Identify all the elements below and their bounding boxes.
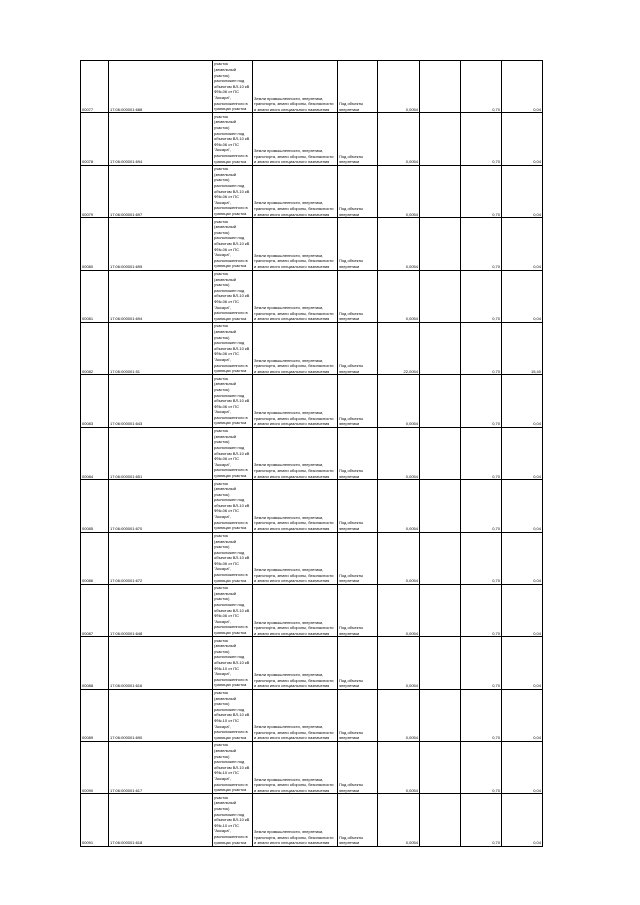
tax-value: 0,04 — [502, 480, 543, 532]
tax-value: 0,04 — [502, 794, 543, 846]
area-value: 22,0054 — [378, 322, 420, 374]
rate-value: 0,70 — [461, 637, 502, 689]
parcel-description-text: участок (земельный участок) расположен под объектом ВЛ-10 кВ Ф№-10 от ПС "Аксара", расположенного в границах участка — [214, 690, 250, 740]
table-row — [81, 165, 543, 217]
table-row — [81, 113, 543, 165]
table-row — [81, 480, 543, 532]
permitted-use: Под объекты энергетики — [338, 794, 378, 846]
parcel-description-text: участок (земельный участок) расположен под объектом ВЛ-10 кВ Ф№-06 от ПС "Аксара", расположенного в границах участка — [214, 585, 250, 636]
parcel-description-text: участок (земельный участок) расположен под объектом ВЛ-10 кВ Ф№-06 от ПС "Аксара", расположенного в границах участка — [214, 113, 250, 164]
row-id: 00079 — [81, 165, 109, 217]
tax-value: 0,04 — [502, 584, 543, 636]
land-category: Земли промышленности, энергетики, транспорта, земли обороны, безопасности и земли иного специального назначения — [253, 532, 338, 584]
area-value: 0,0054 — [378, 270, 420, 322]
parcel-description — [213, 637, 253, 689]
parcel-description — [213, 584, 253, 636]
area-value: 0,0054 — [378, 165, 420, 217]
row-id: 00078 — [81, 113, 109, 165]
land-category: Земли промышленности, энергетики, транспорта, земли обороны, безопасности и земли иного специального назначения — [253, 113, 338, 165]
area-value: 0,0054 — [378, 794, 420, 846]
area-value: 0,0054 — [378, 427, 420, 479]
tax-value: 0,04 — [502, 637, 543, 689]
rate-value: 0,70 — [461, 165, 502, 217]
rate-value: 0,70 — [461, 375, 502, 427]
table-row — [81, 427, 543, 479]
row-id: 00083 — [81, 375, 109, 427]
parcel-description — [213, 427, 253, 479]
empty-cell — [420, 375, 461, 427]
tax-value: 0,04 — [502, 270, 543, 322]
empty-cell — [420, 794, 461, 846]
empty-cell — [420, 113, 461, 165]
parcel-description — [213, 480, 253, 532]
row-id: 00085 — [81, 480, 109, 532]
table-row — [81, 794, 543, 846]
parcel-description-text: участок (земельный участок) расположен под объектом ВЛ-10 кВ Ф№-06 от ПС "Аксара", расположенного в границах участка — [214, 218, 250, 269]
permitted-use: Под объекты энергетики — [338, 322, 378, 374]
row-id: 00091 — [81, 794, 109, 846]
row-id: 00082 — [81, 322, 109, 374]
empty-cell — [420, 637, 461, 689]
parcel-description-text: участок (земельный участок) расположен под объектом ВЛ-10 кВ Ф№-06 от ПС "Аксара", расположенного в границах участка — [214, 375, 250, 426]
permitted-use: Под объекты энергетики — [338, 742, 378, 794]
permitted-use: Под объекты энергетики — [338, 270, 378, 322]
parcel-description-text: участок (земельный участок) расположен под объектом ВЛ-10 кВ Ф№-06 от ПС "Аксара", расположенного в границах участка — [214, 61, 250, 112]
rate-value: 0,70 — [461, 61, 502, 113]
parcel-description — [213, 113, 253, 165]
tax-value: 0,04 — [502, 218, 543, 270]
cadastral-number: 17:06:000001:51 — [109, 322, 213, 374]
land-category: Земли промышленности, энергетики, транспорта, земли обороны, безопасности и земли иного специального назначения — [253, 584, 338, 636]
cadastral-number: 17:06:000001:694 — [109, 270, 213, 322]
tax-value: 0,04 — [502, 742, 543, 794]
rate-value: 0,70 — [461, 794, 502, 846]
cadastral-number: 17:06:000001:672 — [109, 532, 213, 584]
parcel-description — [213, 322, 253, 374]
rate-value: 0,70 — [461, 584, 502, 636]
empty-cell — [420, 742, 461, 794]
permitted-use: Под объекты энергетики — [338, 113, 378, 165]
cadastral-number: 17:06:000001:695 — [109, 218, 213, 270]
row-id: 00080 — [81, 218, 109, 270]
row-id: 00088 — [81, 637, 109, 689]
permitted-use: Под объекты энергетики — [338, 165, 378, 217]
empty-cell — [420, 218, 461, 270]
rate-value: 0,70 — [461, 113, 502, 165]
cadastral-number: 17:06:000001:697 — [109, 165, 213, 217]
tax-value: 15,40 — [502, 322, 543, 374]
rate-value: 0,70 — [461, 322, 502, 374]
parcel-description — [213, 270, 253, 322]
permitted-use: Под объекты энергетики — [338, 480, 378, 532]
tax-value: 0,04 — [502, 375, 543, 427]
parcel-description — [213, 165, 253, 217]
parcel-table — [80, 60, 543, 847]
cadastral-number: 17:06:000001:694 — [109, 113, 213, 165]
rate-value: 0,70 — [461, 532, 502, 584]
row-id: 00089 — [81, 689, 109, 741]
parcel-description-text: участок (земельный участок) расположен под объектом ВЛ-10 кВ Ф№-10 от ПС "Аксара", расположенного в границах участка — [214, 794, 250, 845]
area-value: 0,0054 — [378, 532, 420, 584]
empty-cell — [420, 165, 461, 217]
parcel-description — [213, 689, 253, 741]
permitted-use: Под объекты энергетики — [338, 532, 378, 584]
land-category: Земли промышленности, энергетики, транспорта, земли обороны, безопасности и земли иного специального назначения — [253, 322, 338, 374]
parcel-description — [213, 61, 253, 113]
empty-cell — [420, 689, 461, 741]
land-category: Земли промышленности, энергетики, транспорта, земли обороны, безопасности и земли иного специального назначения — [253, 427, 338, 479]
rate-value: 0,70 — [461, 742, 502, 794]
area-value: 0,0054 — [378, 61, 420, 113]
area-value: 0,0054 — [378, 218, 420, 270]
table-row — [81, 270, 543, 322]
land-category: Земли промышленности, энергетики, транспорта, земли обороны, безопасности и земли иного специального назначения — [253, 165, 338, 217]
table-row — [81, 218, 543, 270]
parcel-description-text: участок (земельный участок) расположен под объектом ВЛ-10 кВ Ф№-06 от ПС "Аксара", расположенного в границах участка — [214, 270, 250, 321]
tax-value: 0,04 — [502, 427, 543, 479]
cadastral-number: 17:06:000001:651 — [109, 427, 213, 479]
empty-cell — [420, 532, 461, 584]
permitted-use: Под объекты энергетики — [338, 427, 378, 479]
parcel-description-text: участок (земельный участок) расположен под объектом ВЛ-10 кВ Ф№-10 от ПС "Аксара", расположенного в границах участка — [214, 637, 250, 688]
parcel-description-text: участок (земельный участок) расположен под объектом ВЛ-10 кВ Ф№-06 от ПС "Аксара", расположенного в границах участка — [214, 480, 250, 531]
rate-value: 0,70 — [461, 427, 502, 479]
parcel-description-text: участок (земельный участок) расположен под объектом ВЛ-10 кВ Ф№-06 от ПС "Аксара", расположенного в границах участка — [214, 428, 250, 478]
cadastral-number: 17:06:000001:648 — [109, 584, 213, 636]
tax-value: 0,04 — [502, 61, 543, 113]
area-value: 0,0054 — [378, 689, 420, 741]
parcel-description — [213, 532, 253, 584]
row-id: 00077 — [81, 61, 109, 113]
land-category: Земли промышленности, энергетики, транспорта, земли обороны, безопасности и земли иного специального назначения — [253, 794, 338, 846]
row-id: 00084 — [81, 427, 109, 479]
parcel-description — [213, 375, 253, 427]
empty-cell — [420, 427, 461, 479]
table-row — [81, 61, 543, 113]
table-row — [81, 689, 543, 741]
cadastral-number: 17:06:000001:690 — [109, 689, 213, 741]
row-id: 00087 — [81, 584, 109, 636]
permitted-use: Под объекты энергетики — [338, 584, 378, 636]
empty-cell — [420, 584, 461, 636]
land-category: Земли промышленности, энергетики, транспорта, земли обороны, безопасности и земли иного специального назначения — [253, 689, 338, 741]
table-row — [81, 322, 543, 374]
permitted-use: Под объекты энергетики — [338, 61, 378, 113]
empty-cell — [420, 480, 461, 532]
area-value: 0,0054 — [378, 637, 420, 689]
area-value: 0,0054 — [378, 113, 420, 165]
parcel-description-text: участок (земельный участок) расположен под объектом ВЛ-10 кВ Ф№-06 от ПС "Аксара", расположенного в границах участка — [214, 532, 250, 583]
parcel-description-text: участок (земельный участок) расположен под объектом ВЛ-10 кВ Ф№-06 от ПС "Аксара", расположенного в границах участка — [214, 166, 250, 216]
cadastral-number: 17:06:000001:618 — [109, 794, 213, 846]
table-row — [81, 584, 543, 636]
area-value: 0,0054 — [378, 480, 420, 532]
tax-value: 0,04 — [502, 689, 543, 741]
rate-value: 0,70 — [461, 270, 502, 322]
land-category: Земли промышленности, энергетики, транспорта, земли обороны, безопасности и земли иного специального назначения — [253, 480, 338, 532]
parcel-description-text: участок (земельный участок) расположен под объектом ВЛ-10 кВ Ф№-06 от ПС "Аксара", расположенного в границах участка — [214, 323, 250, 374]
row-id: 00090 — [81, 742, 109, 794]
table-row — [81, 532, 543, 584]
table-row — [81, 375, 543, 427]
land-category: Земли промышленности, энергетики, транспорта, земли обороны, безопасности и земли иного специального назначения — [253, 218, 338, 270]
land-category: Земли промышленности, энергетики, транспорта, земли обороны, безопасности и земли иного специального назначения — [253, 637, 338, 689]
permitted-use: Под объекты энергетики — [338, 375, 378, 427]
rate-value: 0,70 — [461, 218, 502, 270]
land-category: Земли промышленности, энергетики, транспорта, земли обороны, безопасности и земли иного специального назначения — [253, 742, 338, 794]
table-row — [81, 637, 543, 689]
row-id: 00086 — [81, 532, 109, 584]
cadastral-number: 17:06:000001:616 — [109, 637, 213, 689]
parcel-description-text: участок (земельный участок) расположен под объектом ВЛ-10 кВ Ф№-10 от ПС "Аксара", расположенного в границах участка — [214, 742, 250, 793]
row-id: 00081 — [81, 270, 109, 322]
area-value: 0,0054 — [378, 375, 420, 427]
land-category: Земли промышленности, энергетики, транспорта, земли обороны, безопасности и земли иного специального назначения — [253, 375, 338, 427]
empty-cell — [420, 322, 461, 374]
rate-value: 0,70 — [461, 689, 502, 741]
permitted-use: Под объекты энергетики — [338, 637, 378, 689]
tax-value: 0,04 — [502, 113, 543, 165]
empty-cell — [420, 270, 461, 322]
parcel-description — [213, 742, 253, 794]
permitted-use: Под объекты энергетики — [338, 689, 378, 741]
cadastral-number: 17:06:000001:617 — [109, 742, 213, 794]
empty-cell — [420, 61, 461, 113]
rate-value: 0,70 — [461, 480, 502, 532]
cadastral-number: 17:06:000001:643 — [109, 375, 213, 427]
land-category: Земли промышленности, энергетики, транспорта, земли обороны, безопасности и земли иного специального назначения — [253, 61, 338, 113]
cadastral-number: 17:06:000001:688 — [109, 61, 213, 113]
land-category: Земли промышленности, энергетики, транспорта, земли обороны, безопасности и земли иного специального назначения — [253, 270, 338, 322]
permitted-use: Под объекты энергетики — [338, 218, 378, 270]
parcel-description — [213, 218, 253, 270]
tax-value: 0,04 — [502, 165, 543, 217]
parcel-description — [213, 794, 253, 846]
tax-value: 0,04 — [502, 532, 543, 584]
table-row — [81, 742, 543, 794]
cadastral-number: 17:06:000001:670 — [109, 480, 213, 532]
area-value: 0,0054 — [378, 742, 420, 794]
area-value: 0,0054 — [378, 584, 420, 636]
